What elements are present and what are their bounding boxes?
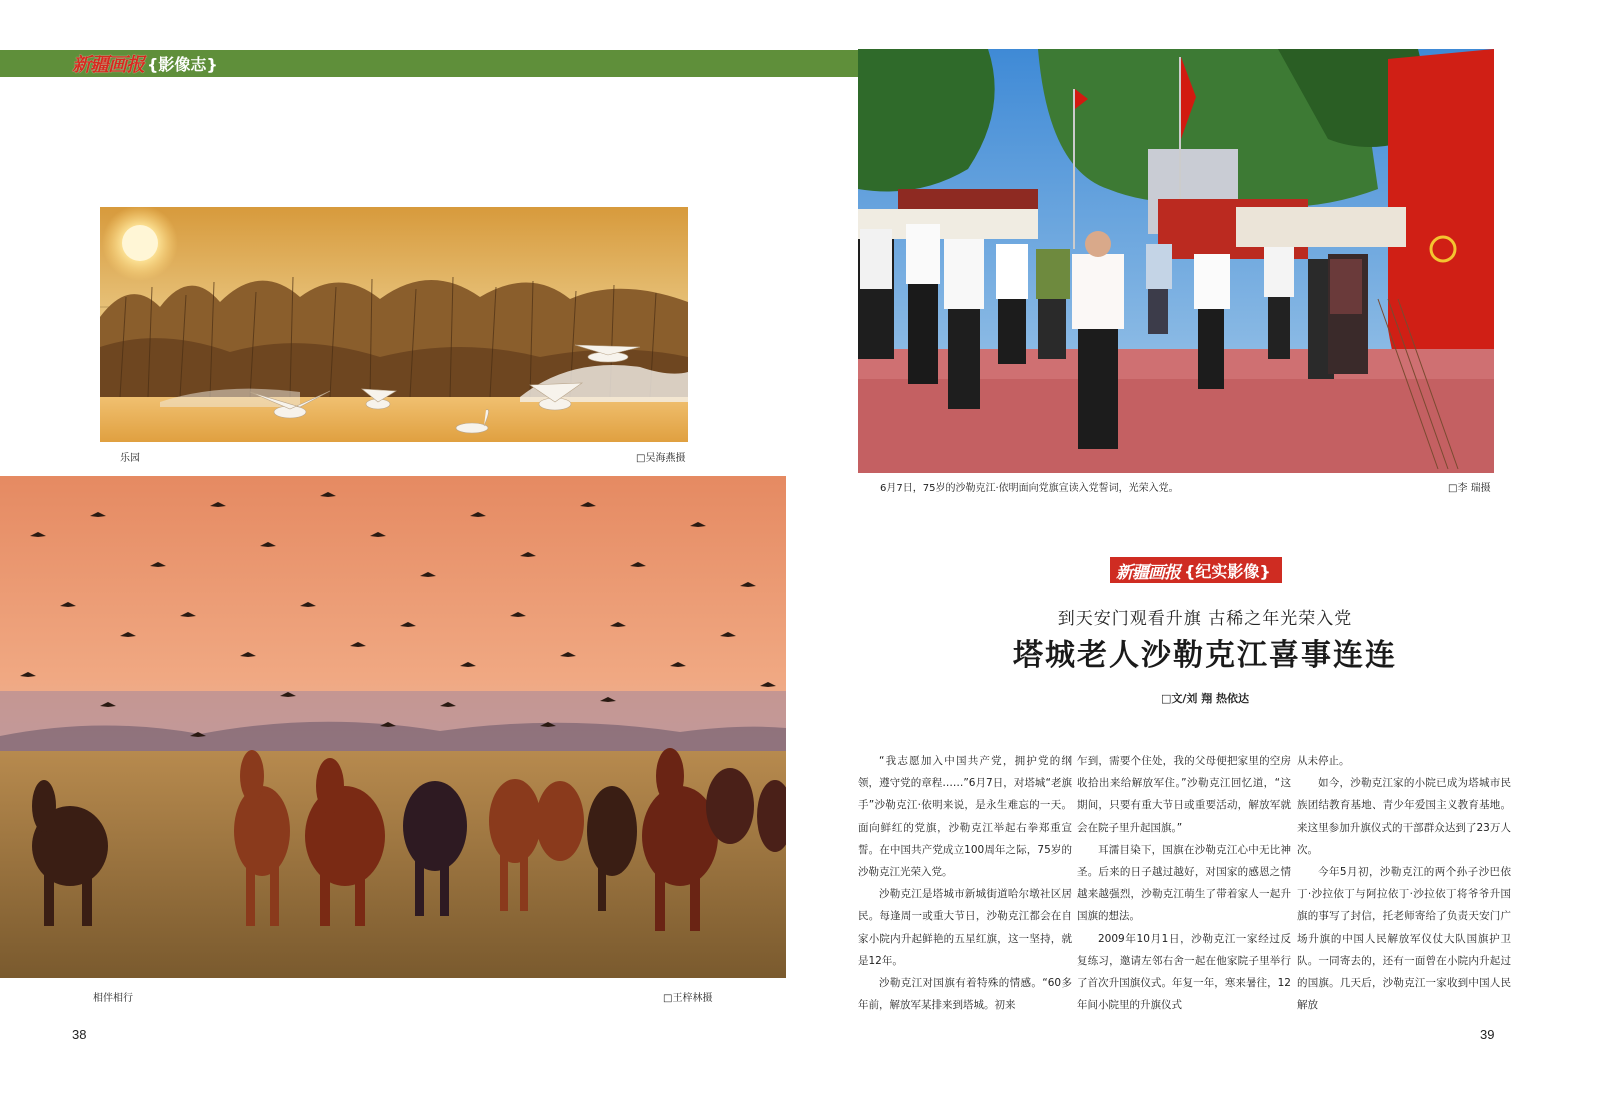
paragraph: 从未停止。 [1297,755,1350,767]
paragraph: 2009年10月1日，沙勒克江一家经过反复练习，邀请左邻右舍一起在他家院子里举行了首次升国旗仪式。年复一年，寒来暑往，12年间小院里的升旗仪式 [1077,932,1291,1012]
photo1-caption: 乐园 [120,453,140,464]
photo-oath-ceremony [858,49,1494,473]
text-column-2 [1077,750,1291,1022]
paragraph: “我志愿加入中国共产党，拥护党的纲领，遵守党的章程……”6月7日，对塔城“老旗手”沙勒克江·依明来说，是永生难忘的一天。面向鲜红的党旗，沙勒克江举起右拳郑重宣誓。在中国共产党成立100周年之际，75岁的沙勒克江光荣入党。 [858,755,1072,879]
paragraph: 耳濡目染下，国旗在沙勒克江心中无比神圣。后来的日子越过越好，对国家的感恩之情越来越强烈，沙勒克江萌生了带着家人一起升国旗的想法。 [1077,843,1291,923]
paragraph: 乍到，需要个住处，我的父母便把家里的空房收拾出来给解放军住。”沙勒克江回忆道，“这期间，只要有重大节日或重要活动，解放军就会在院子里升起国旗。” [1077,755,1291,834]
photo3-credit: □李 瑞摄 [1448,483,1491,494]
article-column-logo [1110,557,1282,583]
photo-horses-birds [0,476,786,978]
photo2-credit: □王梓林摄 [663,993,713,1004]
page-number-left: 38 [72,1027,87,1042]
photo1-credit: □吴海燕摄 [636,453,686,464]
column-name: {影像志} [147,54,218,74]
column-logo-text: 新疆画报 [1116,562,1180,583]
logo-text: 新疆画报 [72,53,145,76]
photo2-caption: 相伴相行 [93,993,133,1004]
magazine-logo [72,51,218,75]
photo-swans [100,207,688,442]
paragraph: 沙勒克江对国旗有着特殊的情感。“60多年前，解放军某排来到塔城。初来 [858,977,1072,1012]
text-column-3 [1297,750,1511,1022]
text-column-1 [858,750,1072,1022]
photo3-caption: 6月7日，75岁的沙勒克江·依明面向党旗宣读入党誓词，光荣入党。 [880,483,1179,494]
article-byline: □文/刘 翔 热依达 [1160,692,1250,705]
article-subtitle: 到天安门观看升旗 古稀之年光荣入党 [1057,609,1353,629]
column-logo-name: {纪实影像} [1184,561,1271,581]
article-headline: 塔城老人沙勒克江喜事连连 [1013,638,1397,673]
paragraph: 如今，沙勒克江家的小院已成为塔城市民族团结教育基地、青少年爱国主义教育基地。来这里参加升旗仪式的干部群众达到了23万人次。 [1297,777,1511,856]
paragraph: 今年5月初，沙勒克江的两个孙子沙巴依丁·沙拉依丁与阿拉依丁·沙拉依丁将爷爷升国旗的事写了封信，托老师寄给了负责天安门广场升旗的中国人民解放军仪仗大队国旗护卫队。一同寄去的，还有一面曾在小院内升起过的国旗。几天后，沙勒克江一家收到中国人民解放 [1297,866,1511,1012]
page-number-right: 39 [1480,1027,1495,1042]
paragraph: 沙勒克江是塔城市新城街道哈尔墩社区居民。每逢周一或重大节日，沙勒克江都会在自家小院内升起鲜艳的五星红旗，这一坚持，就是12年。 [858,888,1072,967]
